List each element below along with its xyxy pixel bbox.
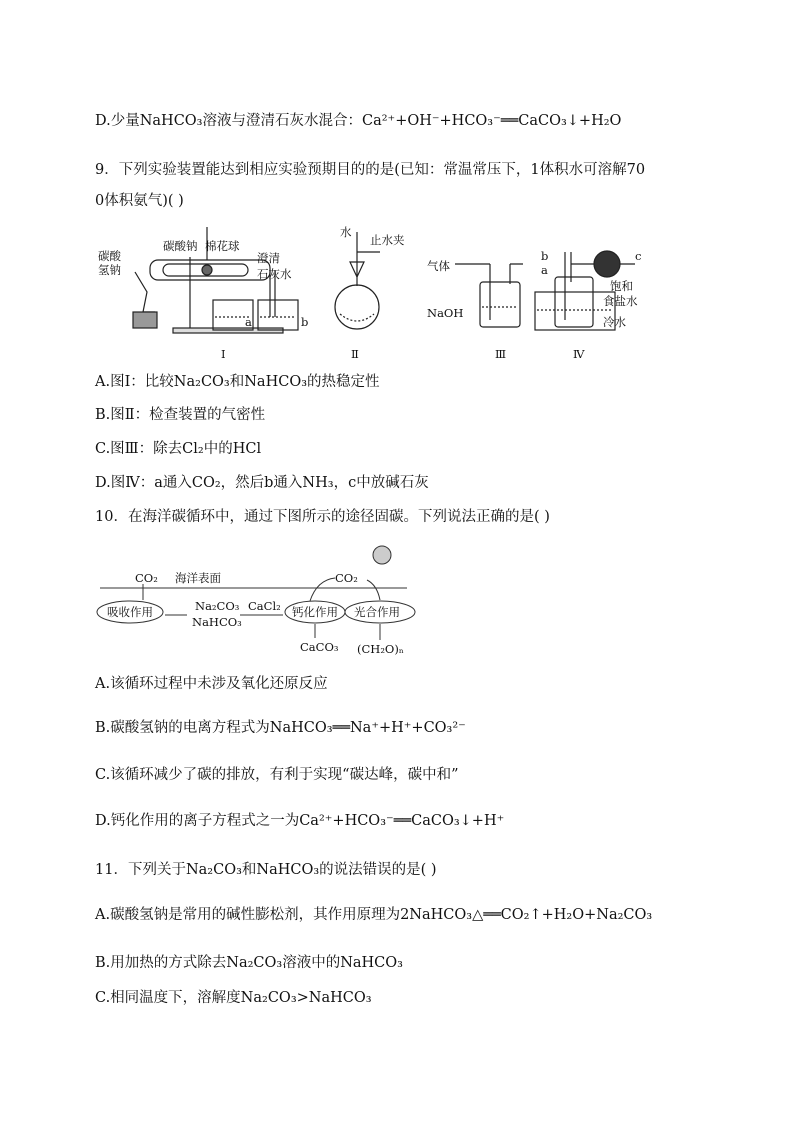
label-c4: c <box>635 249 642 263</box>
label-co2-left: CO₂ <box>135 571 158 585</box>
roman-i: Ⅰ <box>221 347 226 361</box>
label-ch2o: (CH₂O)ₙ <box>357 642 404 656</box>
question-10: 10．在海洋碳循环中，通过下图所示的途径固碳。下列说法正确的是( ) <box>95 509 550 525</box>
cotton-ball <box>202 265 212 275</box>
label-gas: 气体 <box>427 259 450 273</box>
label-b: b <box>301 315 309 329</box>
label-saturated: 饱和 <box>610 279 633 293</box>
option-10a: A.该循环过程中未涉及氧化还原反应 <box>95 676 328 692</box>
round-flask <box>335 285 379 329</box>
question-11: 11．下列关于Na₂CO₃和NaHCO₃的说法错误的是( ) <box>95 862 437 878</box>
label-cotton: 棉花球 <box>205 239 240 253</box>
label-clamp: 止水夹 <box>370 233 405 247</box>
option-9a: A.图Ⅰ：比较Na₂CO₃和NaHCO₃的热稳定性 <box>95 374 380 390</box>
burner <box>133 312 157 328</box>
label-calcify: 钙化作用 <box>292 605 338 619</box>
label-caco3: CaCO₃ <box>300 640 339 654</box>
sun-icon <box>373 546 391 564</box>
label-qingna: 氢钠 <box>98 263 121 277</box>
option-9d: D.图Ⅳ：a通入CO₂，然后b通入NH₃，c中放碱石灰 <box>95 475 429 491</box>
label-surface: 海洋表面 <box>175 571 221 585</box>
label-photo: 光合作用 <box>354 605 400 619</box>
label-cold-water: 冷水 <box>603 315 626 329</box>
label-a4: a <box>541 263 548 277</box>
label-na2co3: Na₂CO₃ <box>195 599 240 613</box>
option-10c: C.该循环减少了碳的排放，有利于实现“碳达峰，碳中和” <box>95 767 459 783</box>
label-water: 水 <box>340 225 352 239</box>
option-11a: A.碳酸氢钠是常用的碱性膨松剂，其作用原理为2NaHCO₃△══CO₂↑+H₂O+Na₂CO₃ <box>95 907 653 923</box>
roman-iii: Ⅲ <box>495 347 507 361</box>
roman-iv: Ⅳ <box>573 347 585 361</box>
label-cacl2: CaCl₂ <box>248 599 281 613</box>
beaker-b <box>258 300 298 330</box>
option-10d: D.钙化作用的离子方程式之一为Ca²⁺+HCO₃⁻══CaCO₃↓+H⁺ <box>95 813 505 829</box>
figure-9-apparatus <box>95 222 655 367</box>
label-brine: 食盐水 <box>603 294 638 308</box>
option-8d: D.少量NaHCO₃溶液与澄清石灰水混合：Ca²⁺+OH⁻+HCO₃⁻══CaCO₃↓+H₂O <box>95 113 622 129</box>
option-10b: B.碳酸氢钠的电离方程式为NaHCO₃══Na⁺+H⁺+CO₃²⁻ <box>95 720 466 736</box>
label-naoh: NaOH <box>427 306 464 320</box>
label-tansuan: 碳酸 <box>98 249 121 263</box>
roman-ii: Ⅱ <box>351 347 359 361</box>
option-9c: C.图Ⅲ：除去Cl₂中的HCl <box>95 441 262 457</box>
label-b4: b <box>541 249 549 263</box>
label-nahco3: NaHCO₃ <box>192 615 242 629</box>
label-na2co3: 碳酸钠 <box>163 239 198 253</box>
option-9b: B.图Ⅱ：检查装置的气密性 <box>95 407 266 423</box>
option-11c: C.相同温度下，溶解度Na₂CO₃>NaHCO₃ <box>95 990 372 1006</box>
label-limewater: 石灰水 <box>257 267 292 281</box>
label-clear: 澄清 <box>257 251 280 265</box>
option-11b: B.用加热的方式除去Na₂CO₃溶液中的NaHCO₃ <box>95 955 403 971</box>
bottle-iv <box>555 277 593 327</box>
question-9-line2: 0体积氨气)( ) <box>95 193 184 209</box>
figure-10-carbon-cycle <box>95 540 425 665</box>
label-a: a <box>245 315 252 329</box>
drying-tube-bulb <box>594 251 620 277</box>
label-absorb: 吸收作用 <box>107 605 153 619</box>
question-9-line1: 9．下列实验装置能达到相应实验预期目的的是(已知：常温常压下，1体积水可溶解70 <box>95 162 646 178</box>
label-co2-right: CO₂ <box>335 571 358 585</box>
wash-bottle <box>480 282 520 327</box>
